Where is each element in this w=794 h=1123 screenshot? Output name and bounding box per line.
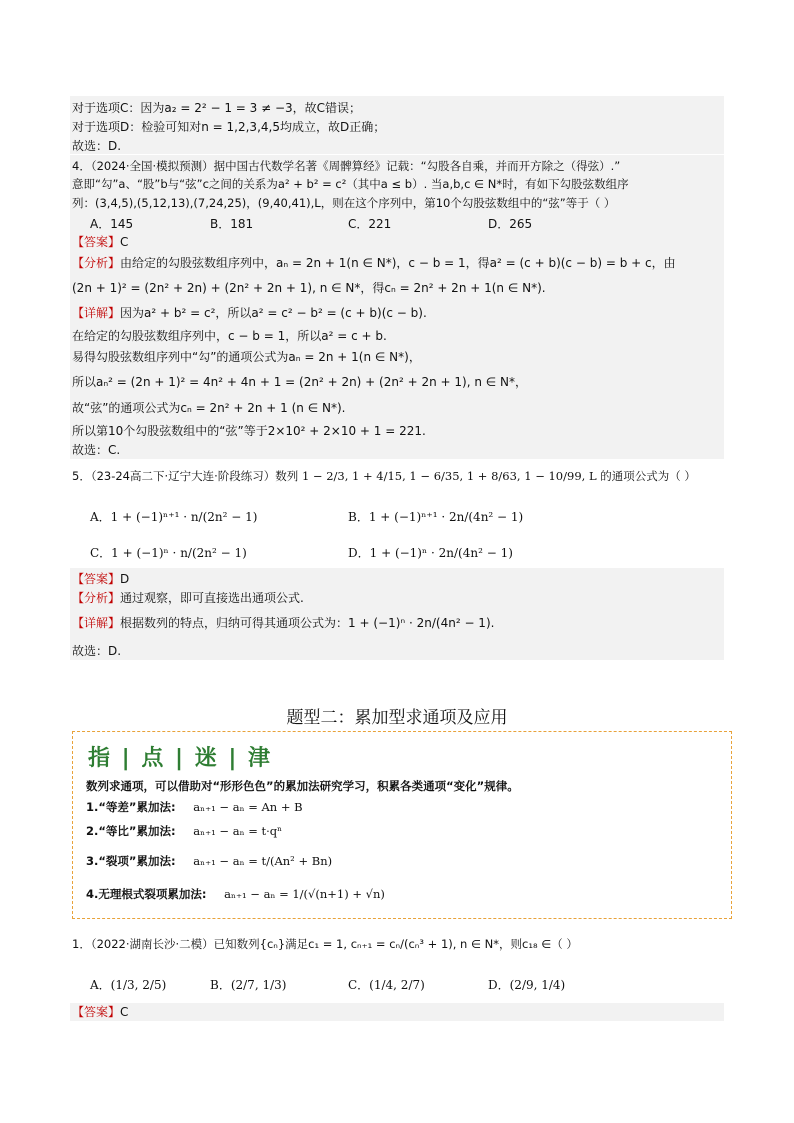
- q1-stem: 1．（2022·湖南长沙·二模）已知数列{cₙ}满足c₁ = 1, cₙ₊₁ = cₙ/(cₙ³ + 1), n ∈ N*，则c₁₈ ∈（ ）: [72, 937, 578, 951]
- answer-tag: 【答案】: [72, 235, 121, 249]
- analysis-text: 通过观察，即可直接选出通项公式.: [120, 591, 304, 605]
- tip-intro: 数列求通项，可以借助对“形形色色”的累加法研究学习，积累各类通项“变化”规律。: [86, 779, 519, 793]
- q4-detail-5: 故“弦”的通项公式为cₙ = 2n² + 2n + 1 (n ∈ N*).: [72, 401, 346, 415]
- q1-option-b: B．(2/7, 1/3): [210, 978, 287, 992]
- q4-answer: [72, 234, 128, 250]
- q5-stem-post: 的通项公式为（ ）: [600, 469, 696, 483]
- q5-option-b: B．1 + (−1)ⁿ⁺¹ · 2n/(4n² − 1): [348, 510, 524, 524]
- q4-analysis-2: (2n + 1)² = (2n² + 2n) + (2n² + 2n + 1), n ∈ N*，得cₙ = 2n² + 2n + 1(n ∈ N*).: [72, 281, 546, 295]
- q1-option-d: D．(2/9, 1/4): [488, 978, 566, 992]
- method-2-formula: aₙ₊₁ − aₙ = t·qⁿ: [193, 824, 283, 838]
- analysis-text: 由给定的勾股弦数组序列中，aₙ = 2n + 1(n ∈ N*)，c − b = 1，得a² = (c + b)(c − b) = b + c，由: [120, 256, 676, 270]
- q5-sequence: 1 − 2/3, 1 + 4/15, 1 − 6/35, 1 + 8/63, 1 − 10/99, L: [301, 469, 597, 483]
- analysis-tag: 【分析】: [72, 256, 121, 270]
- section-title: 题型二：累加型求通项及应用: [286, 708, 508, 728]
- method-3-formula: aₙ₊₁ − aₙ = t/(An² + Bn): [193, 854, 333, 868]
- q5-option-a: A．1 + (−1)ⁿ⁺¹ · n/(2n² − 1): [90, 510, 258, 524]
- q4-detail-3: 易得勾股弦数组序列中“勾”的通项公式为aₙ = 2n + 1(n ∈ N*)，: [72, 350, 421, 364]
- method-1-formula: aₙ₊₁ − aₙ = An + B: [193, 800, 303, 814]
- q4-option-d: D．265: [488, 217, 533, 231]
- method-4: [86, 886, 385, 902]
- answer-tag: 【答案】: [72, 572, 121, 586]
- method-4-label: 4.无理根式裂项累加法:: [86, 887, 207, 901]
- detail-text: 根据数列的特点，归纳可得其通项公式为：1 + (−1)ⁿ · 2n/(4n² − 1).: [120, 616, 495, 630]
- method-3-label: 3.“裂项”累加法:: [86, 854, 176, 868]
- detail-tag: 【详解】: [72, 306, 121, 320]
- q1-option-a: A．(1/3, 2/5): [90, 978, 167, 992]
- q1-option-c: C．(1/4, 2/7): [348, 978, 425, 992]
- option-c-check: 对于选项C：因为a₂ = 2² − 1 = 3 ≠ −3，故C错误；: [72, 101, 362, 115]
- q4-analysis-1: [72, 255, 676, 271]
- method-1: [86, 799, 303, 815]
- q5-option-d: D．1 + (−1)ⁿ · 2n/(4n² − 1): [348, 546, 513, 560]
- answer-value: D: [120, 572, 130, 586]
- q5-answer: [72, 571, 129, 587]
- method-3: [86, 853, 332, 869]
- q5-stem-pre: 5．（23-24高二下·辽宁大连·阶段练习）数列: [72, 469, 299, 483]
- q4-option-c: C．221: [348, 217, 392, 231]
- choose-d: 故选：D.: [72, 139, 122, 153]
- q4-detail-4: 所以aₙ² = (2n + 1)² = 4n² + 4n + 1 = (2n² + 2n) + (2n² + 2n + 1), n ∈ N*，: [72, 375, 527, 389]
- method-1-label: 1.“等差”累加法:: [86, 800, 176, 814]
- detail-tag: 【详解】: [72, 616, 121, 630]
- q4-detail-6: 所以第10个勾股弦数组中的“弦”等于2×10² + 2×10 + 1 = 221.: [72, 424, 426, 438]
- method-4-formula: aₙ₊₁ − aₙ = 1/(√(n+1) + √n): [224, 887, 385, 901]
- q5-detail: [72, 615, 494, 631]
- q5-option-c: C．1 + (−1)ⁿ · n/(2n² − 1): [90, 546, 247, 560]
- option-d-check: 对于选项D：检验可知对n = 1,2,3,4,5均成立，故D正确；: [72, 120, 386, 134]
- q4-stem-2: 意即“勾”a、“股”b与“弦”c之间的关系为a² + b² = c²（其中a ≤ b）. 当a,b,c ∈ N*时，有如下勾股弦数组序: [72, 177, 629, 191]
- q1-answer-block: [70, 1003, 724, 1021]
- q4-choose: 故选：C.: [72, 443, 121, 457]
- answer-value: C: [120, 235, 129, 249]
- q5-solution-block: [70, 568, 724, 660]
- q4-detail-1: [72, 305, 427, 321]
- q4-stem-3: 列：(3,4,5),(5,12,13),(7,24,25)，(9,40,41),L，则在这个序列中，第10个勾股弦数组中的“弦”等于（ ）: [72, 196, 616, 210]
- analysis-tag: 【分析】: [72, 591, 121, 605]
- q4-option-a: A．145: [90, 217, 134, 231]
- q4-option-b: B．181: [210, 217, 254, 231]
- q4-detail-2: 在给定的勾股弦数组序列中，c − b = 1，所以a² = c + b.: [72, 329, 387, 343]
- answer-tag: 【答案】: [72, 1005, 121, 1019]
- detail-text: 因为a² + b² = c²，所以a² = c² − b² = (c + b)(c − b).: [120, 306, 427, 320]
- q5-analysis: [72, 590, 304, 606]
- answer-value: C: [120, 1005, 129, 1019]
- q4-stem-1: 4．（2024·全国·模拟预测）据中国古代数学名著《周髀算经》记载：“勾股各自乘，并而开方除之（得弦）.”: [72, 159, 621, 173]
- q5-stem: [72, 468, 696, 484]
- tip-title: 指 | 点 | 迷 | 津: [88, 746, 273, 771]
- method-2: [86, 823, 282, 839]
- q1-answer: [72, 1004, 128, 1020]
- q5-choose: 故选：D.: [72, 644, 122, 658]
- method-2-label: 2.“等比”累加法:: [86, 824, 176, 838]
